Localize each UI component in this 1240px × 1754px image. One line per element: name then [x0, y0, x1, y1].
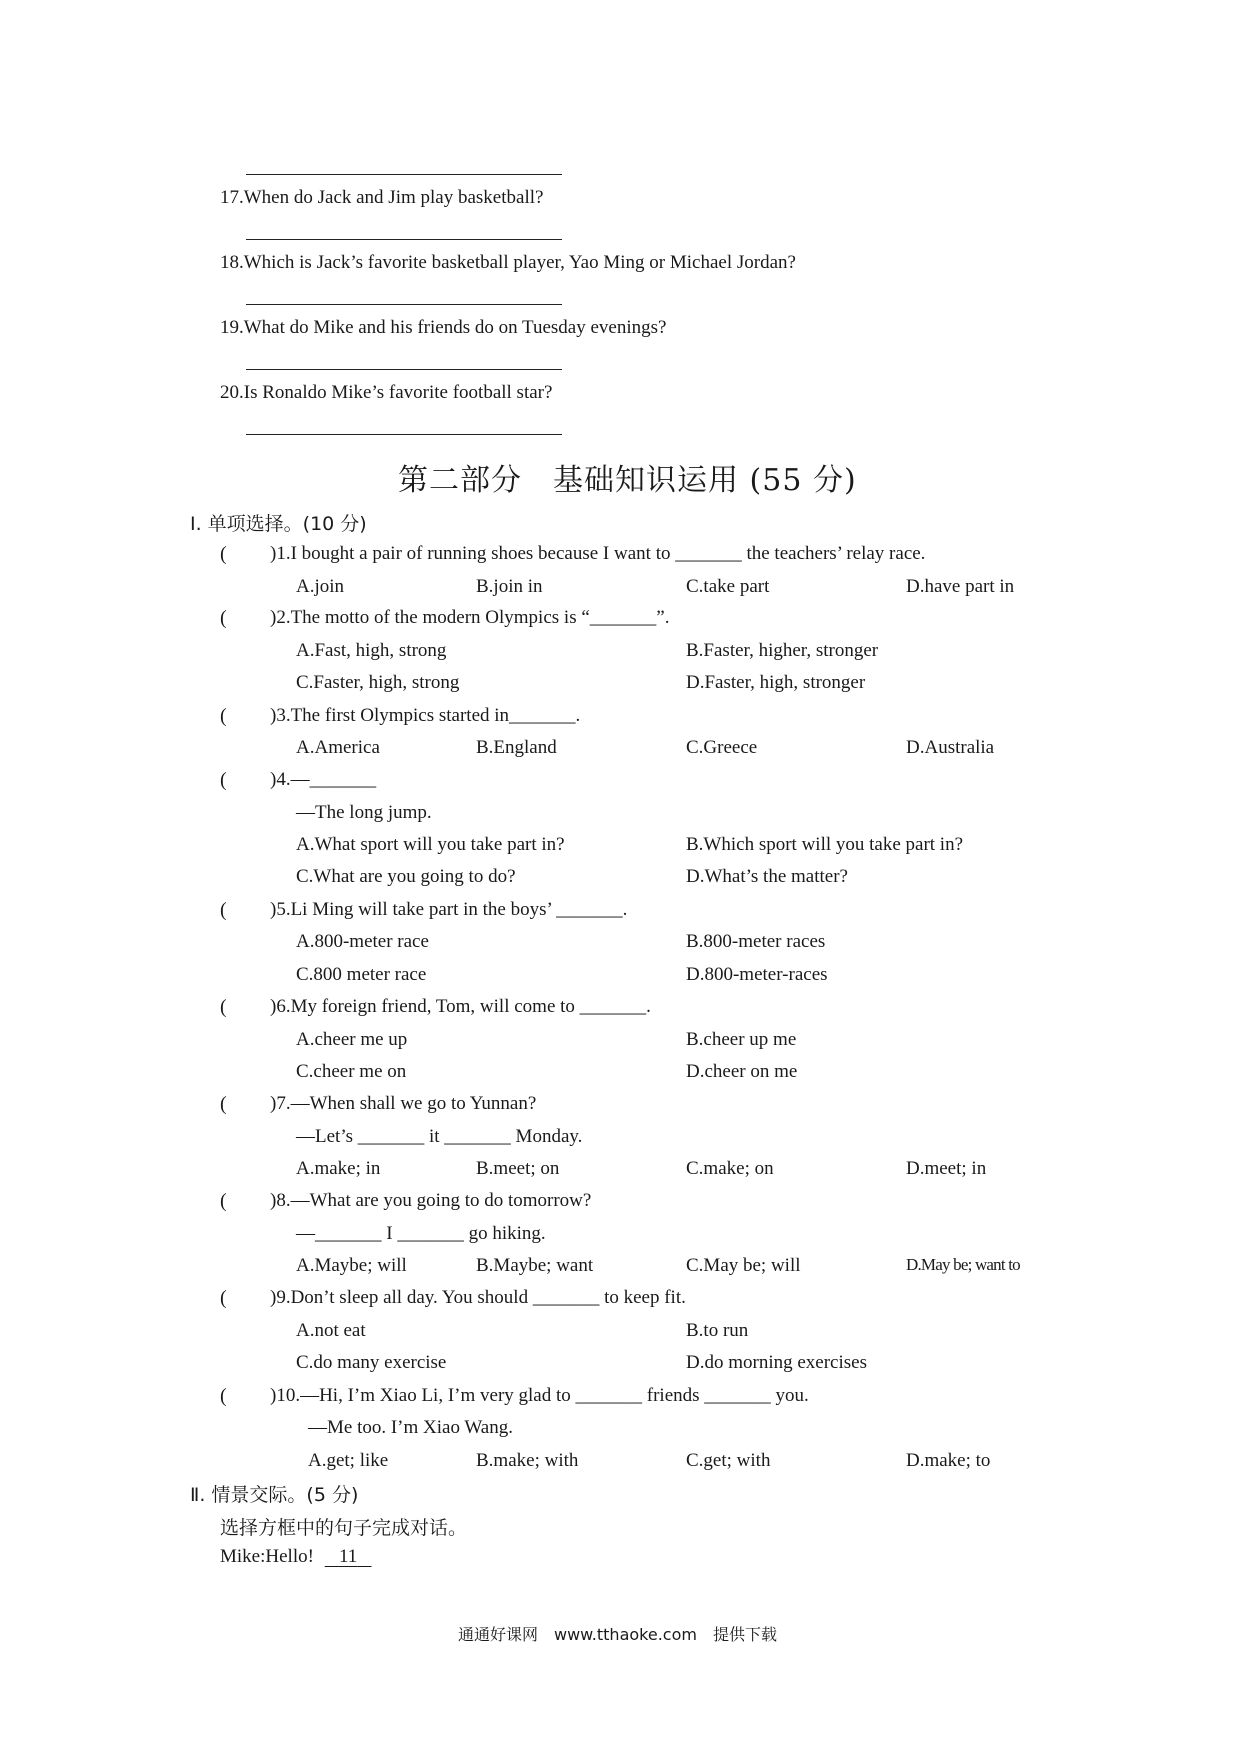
- q3-option-d: D.Australia: [906, 737, 995, 758]
- answer-line: [246, 239, 562, 240]
- q5-option-c: C.800 meter race: [296, 964, 427, 985]
- q5-stem: )5.Li Ming will take part in the boys’ _______.: [270, 899, 628, 920]
- q2-option-c: C.Faster, high, strong: [296, 672, 460, 693]
- q1-stem: )1.I bought a pair of running shoes because I want to _______ the teachers’ relay race.: [270, 543, 926, 564]
- answer-paren: (: [220, 607, 227, 629]
- answer-line: [246, 174, 562, 175]
- q7-option-b: B.meet; on: [476, 1158, 560, 1179]
- question-19: 19.What do Mike and his friends do on Tuesday evenings?: [220, 317, 667, 338]
- question-20: 20.Is Ronaldo Mike’s favorite football star?: [220, 382, 553, 403]
- q9-option-c: C.do many exercise: [296, 1352, 447, 1373]
- q1-option-a: A.join: [296, 576, 345, 597]
- q8-stem: )8.—What are you going to do tomorrow?: [270, 1190, 592, 1211]
- q7-option-c: C.make; on: [686, 1158, 774, 1179]
- q1-option-d: D.have part in: [906, 576, 1015, 597]
- q4-option-c: C.What are you going to do?: [296, 866, 516, 887]
- dialog-speaker: Mike:Hello!: [220, 1546, 314, 1567]
- q3-option-a: A.America: [296, 737, 380, 758]
- q3-option-b: B.England: [476, 737, 557, 758]
- q4-option-b: B.Which sport will you take part in?: [686, 834, 964, 855]
- question-18: 18.Which is Jack’s favorite basketball player, Yao Ming or Michael Jordan?: [220, 252, 796, 273]
- q5-option-d: D.800-meter-races: [686, 964, 828, 985]
- answer-paren: (: [220, 1093, 227, 1115]
- q6-option-b: B.cheer up me: [686, 1029, 797, 1050]
- q5-option-b: B.800-meter races: [686, 931, 826, 952]
- q10-option-b: B.make; with: [476, 1450, 579, 1471]
- q6-option-a: A.cheer me up: [296, 1029, 408, 1050]
- answer-line: [246, 369, 562, 370]
- q7-stem: )7.—When shall we go to Yunnan?: [270, 1093, 537, 1114]
- answer-paren: (: [220, 769, 227, 791]
- footer-text: 通通好课网 www.tthaoke.com 提供下载: [458, 1625, 777, 1644]
- dialog-line: [220, 1546, 371, 1568]
- answer-paren: (: [220, 1190, 227, 1212]
- q6-option-d: D.cheer on me: [686, 1061, 798, 1082]
- q8-option-a: A.Maybe; will: [296, 1255, 407, 1276]
- question-17: 17.When do Jack and Jim play basketball?: [220, 187, 544, 208]
- q4-stem: )4.—_______: [270, 769, 377, 790]
- answer-line: [246, 434, 562, 435]
- q8-option-b: B.Maybe; want: [476, 1255, 594, 1276]
- q5-option-a: A.800-meter race: [296, 931, 429, 952]
- q7-line2: —Let’s _______ it _______ Monday.: [296, 1126, 583, 1147]
- q2-option-d: D.Faster, high, stronger: [686, 672, 866, 693]
- q10-option-a: A.get; like: [308, 1450, 389, 1471]
- q8-option-c: C.May be; will: [686, 1255, 801, 1276]
- q7-option-a: A.make; in: [296, 1158, 381, 1179]
- q4-option-a: A.What sport will you take part in?: [296, 834, 565, 855]
- answer-paren: (: [220, 899, 227, 921]
- q9-option-a: A.not eat: [296, 1320, 366, 1341]
- q3-stem: )3.The first Olympics started in_______.: [270, 705, 581, 726]
- q7-option-d: D.meet; in: [906, 1158, 987, 1179]
- q6-stem: )6.My foreign friend, Tom, will come to _______.: [270, 996, 651, 1017]
- answer-line: [246, 304, 562, 305]
- part2-title: 第二部分 基础知识运用 (55 分): [398, 463, 857, 498]
- blank-number: 11: [338, 1546, 358, 1567]
- q9-stem: )9.Don’t sleep all day. You should _______ to keep fit.: [270, 1287, 686, 1308]
- q2-stem: )2.The motto of the modern Olympics is “_______”.: [270, 607, 670, 628]
- answer-paren: (: [220, 1385, 227, 1407]
- q10-stem: )10.—Hi, I’m Xiao Li, I’m very glad to _______ friends _______ you.: [270, 1385, 809, 1406]
- section2-instruction: 选择方框中的句子完成对话。: [220, 1517, 468, 1539]
- q4-line2: —The long jump.: [296, 802, 432, 823]
- q2-option-a: A.Fast, high, strong: [296, 640, 447, 661]
- q2-option-b: B.Faster, higher, stronger: [686, 640, 879, 661]
- q8-line2: —_______ I _______ go hiking.: [296, 1223, 546, 1244]
- answer-paren: (: [220, 1287, 227, 1309]
- q9-option-d: D.do morning exercises: [686, 1352, 867, 1373]
- q10-option-d: D.make; to: [906, 1450, 991, 1471]
- section1-title: Ⅰ. 单项选择。(10 分): [190, 513, 367, 535]
- q1-option-c: C.take part: [686, 576, 770, 597]
- q4-option-d: D.What’s the matter?: [686, 866, 848, 887]
- answer-paren: (: [220, 996, 227, 1018]
- answer-paren: (: [220, 543, 227, 565]
- q9-option-b: B.to run: [686, 1320, 749, 1341]
- answer-paren: (: [220, 705, 227, 727]
- q10-option-c: C.get; with: [686, 1450, 771, 1471]
- q3-option-c: C.Greece: [686, 737, 758, 758]
- q10-line2: —Me too. I’m Xiao Wang.: [308, 1417, 513, 1438]
- q8-option-d: D.May be; want to: [906, 1255, 1020, 1274]
- q6-option-c: C.cheer me on: [296, 1061, 407, 1082]
- q1-option-b: B.join in: [476, 576, 543, 597]
- section2-title: Ⅱ. 情景交际。(5 分): [190, 1484, 359, 1506]
